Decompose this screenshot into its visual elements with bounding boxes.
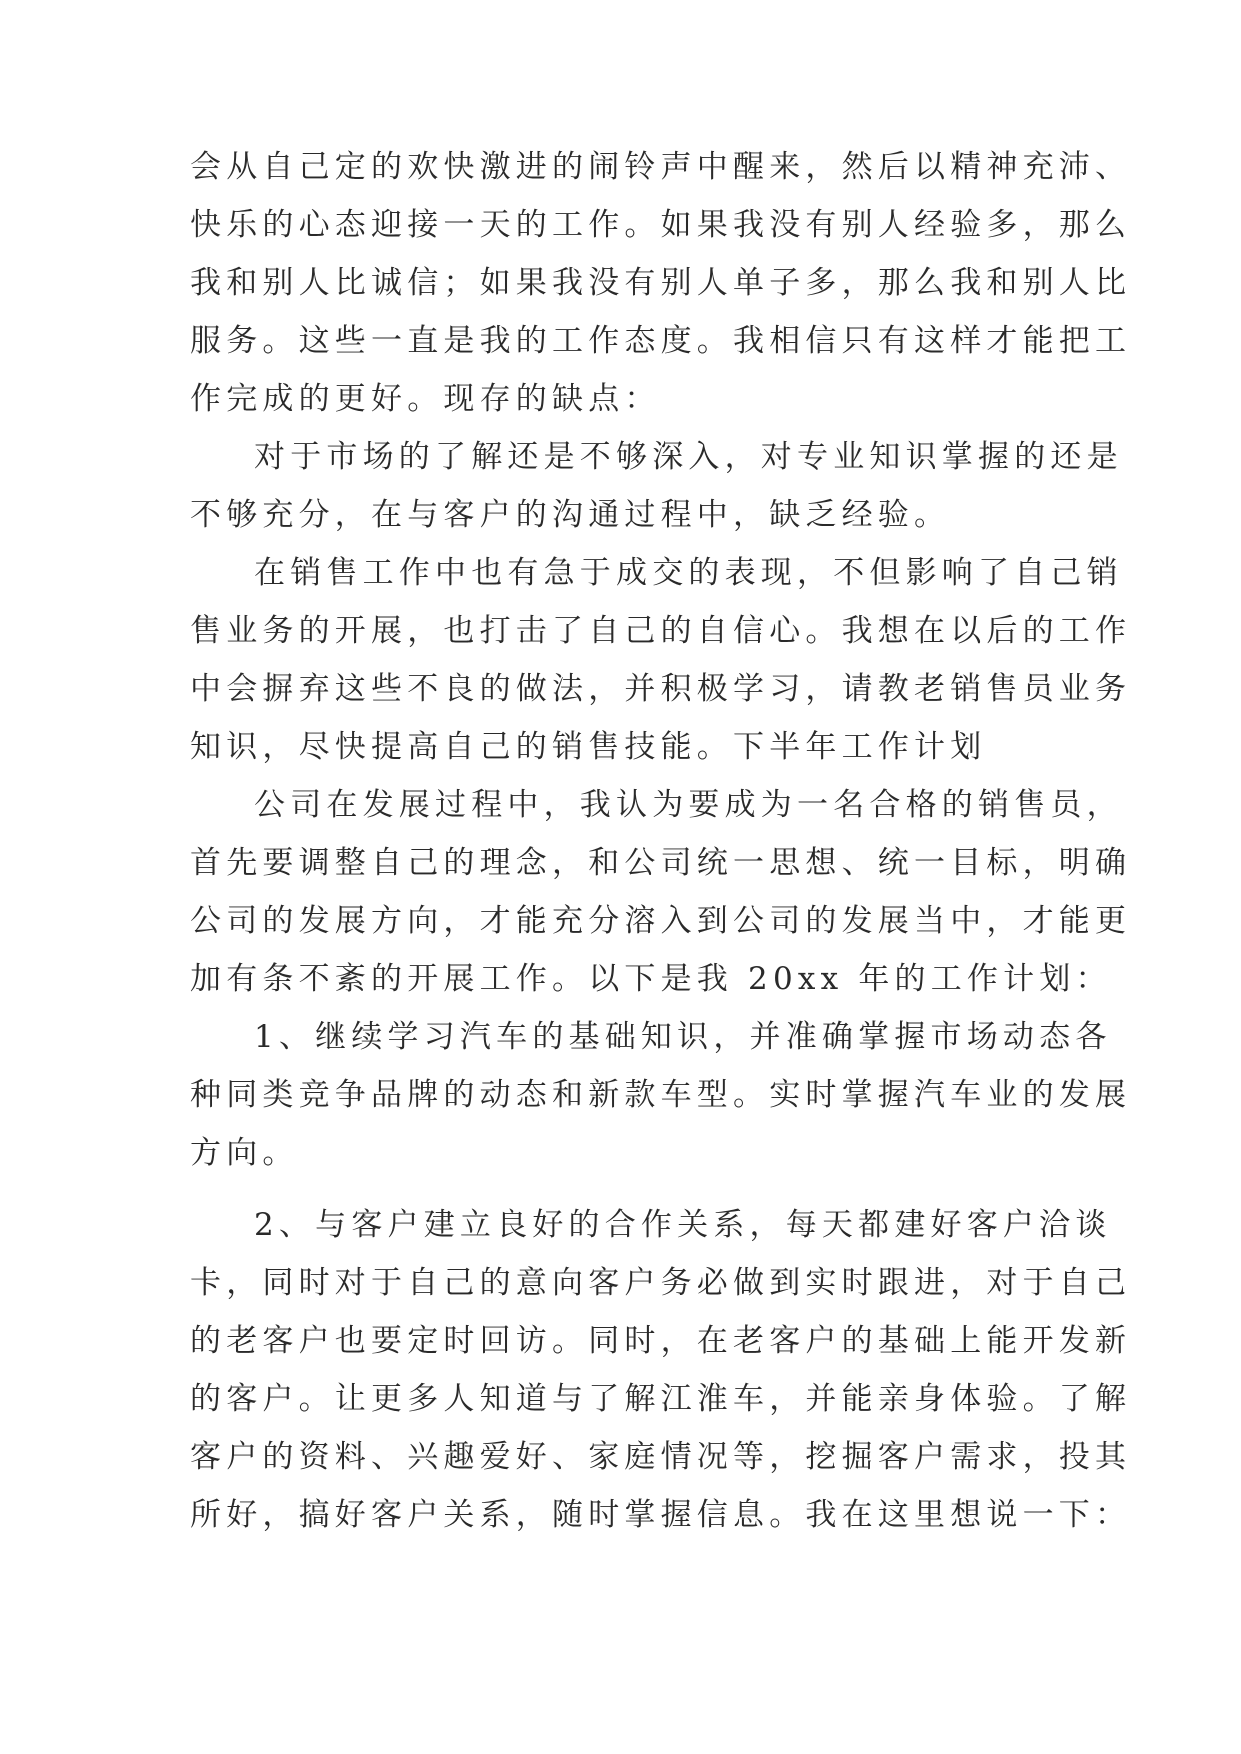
paragraph-first-line: 公司在发展过程中，我认为要成为一名合格的销售员， [254,787,1123,823]
text-line: 加有条不紊的开展工作。以下是我 20xx 年的工作计划： [190,961,1112,997]
text-line: 种同类竞争品牌的动态和新款车型。实时掌握汽车业的发展 [190,1077,1132,1113]
paragraph-first-line: 在销售工作中也有急于成交的表现，不但影响了自己销 [254,555,1123,591]
text-line: 的老客户也要定时回访。同时，在老客户的基础上能开发新 [190,1323,1132,1359]
paragraph-first-line: 2、与客户建立良好的合作关系，每天都建好客户洽谈 [254,1207,1112,1243]
text-line: 我和别人比诚信；如果我没有别人单子多，那么我和别人比 [190,265,1132,301]
text-line: 所好，搞好客户关系，随时掌握信息。我在这里想说一下： [190,1497,1132,1533]
text-line: 售业务的开展，也打击了自己的自信心。我想在以后的工作 [190,613,1132,649]
text-line: 公司的发展方向，才能充分溶入到公司的发展当中，才能更 [190,903,1132,939]
text-line: 会从自己定的欢快激进的闹铃声中醒来，然后以精神充沛、 [190,149,1132,185]
text-line: 知识，尽快提高自己的销售技能。下半年工作计划 [190,729,987,765]
text-line: 的客户。让更多人知道与了解江淮车，并能亲身体验。了解 [190,1381,1132,1417]
text-line: 首先要调整自己的理念，和公司统一思想、统一目标，明确 [190,845,1132,881]
text-line: 作完成的更好。现存的缺点： [190,381,661,417]
text-line: 服务。这些一直是我的工作态度。我相信只有这样才能把工 [190,323,1132,359]
text-line: 方向。 [190,1135,299,1171]
text-line: 中会摒弃这些不良的做法，并积极学习，请教老销售员业务 [190,671,1132,707]
text-line: 客户的资料、兴趣爱好、家庭情况等，挖掘客户需求，投其 [190,1439,1132,1475]
text-line: 卡，同时对于自己的意向客户务必做到实时跟进，对于自己 [190,1265,1132,1301]
paragraph-first-line: 对于市场的了解还是不够深入，对专业知识掌握的还是 [254,439,1123,475]
text-line: 不够充分，在与客户的沟通过程中，缺乏经验。 [190,497,951,533]
text-line: 快乐的心态迎接一天的工作。如果我没有别人经验多，那么 [190,207,1132,243]
paragraph-first-line: 1、继续学习汽车的基础知识，并准确掌握市场动态各 [254,1019,1112,1055]
